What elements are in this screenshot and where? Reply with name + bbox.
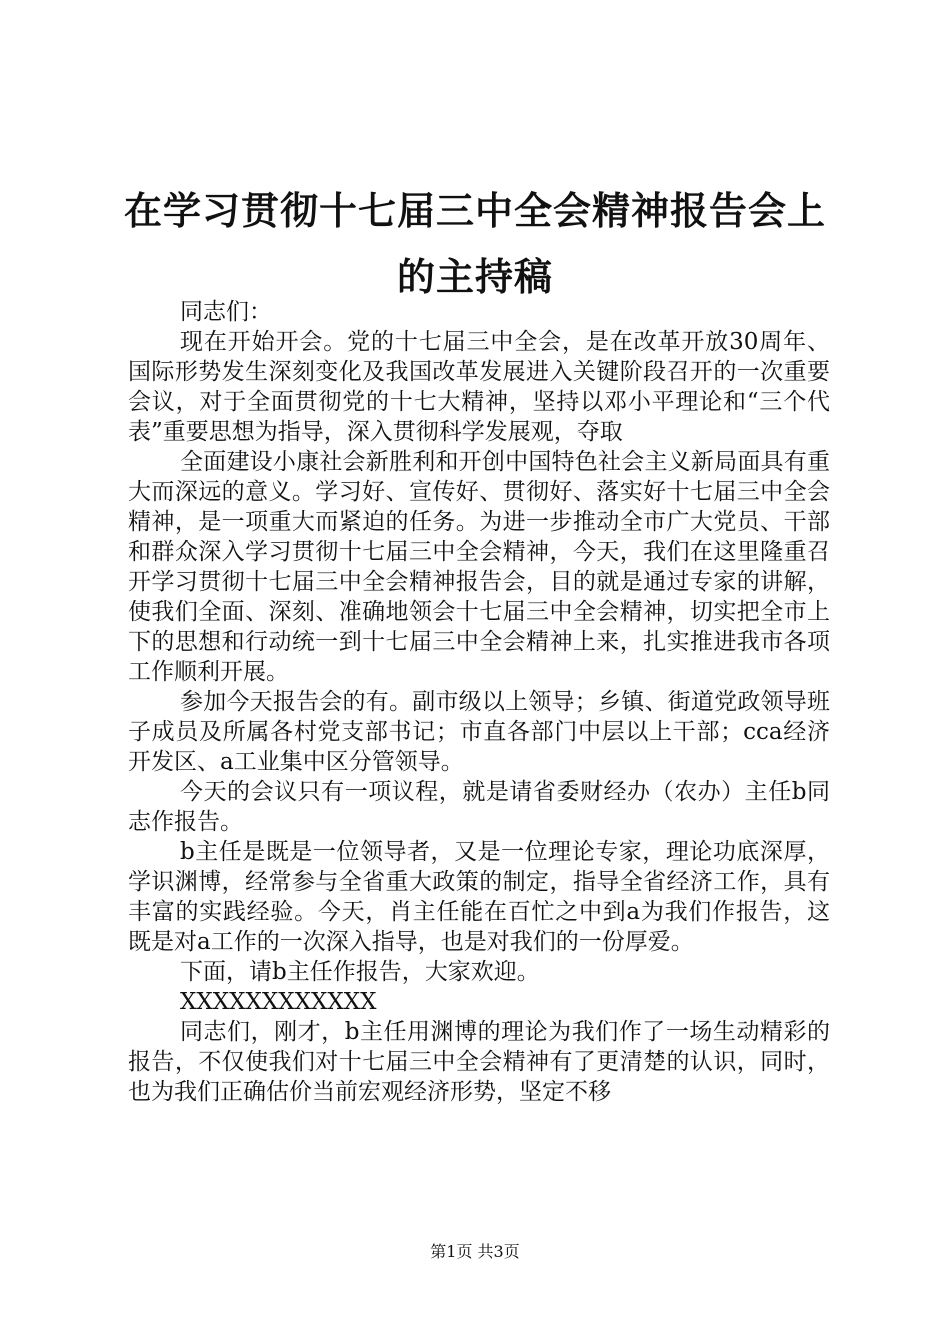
- paragraph-speaker-intro: b主任是既是一位领导者，又是一位理论专家，理论功底深厚，学识渊博，经常参与全省重大政策的制定，指导全省经济工作，具有丰富的实践经验。今天，肖主任能在百忙之中到a为我们作报告，这既是对a工作的一次深入指导，也是对我们的一份厚爱。: [128, 839, 830, 955]
- page-number-footer: 第1页 共3页: [430, 1242, 520, 1261]
- paragraph-agenda: 今天的会议只有一项议程，就是请省委财经办（农办）主任b同志作报告。: [128, 779, 830, 835]
- paragraph-invitation: 下面，请b主任作报告，大家欢迎。: [180, 959, 540, 985]
- paragraph-attendees: 参加今天报告会的有。副市级以上领导；乡镇、街道党政领导班子成员及所属各村党支部书记；市直各部门中层以上干部；cca经济开发区、a工业集中区分管领导。: [128, 689, 830, 775]
- paragraph-significance: 全面建设小康社会新胜利和开创中国特色社会主义新局面具有重大而深远的意义。学习好、宣传好、贯彻好、落实好十七届三中全会精神，是一项重大而紧迫的任务。为进一步推动全市广大党员、干部和群众深入学习贯彻十七届三中全会精神，今天，我们在这里隆重召开学习贯彻十七届三中全会精神报告会，目的就是通过专家的讲解，使我们全面、深刻、准确地领会十七届三中全会精神，切实把全市上下的思想和行动统一到十七届三中全会精神上来，扎实推进我市各项工作顺利开展。: [128, 449, 830, 685]
- document-title: 在学习贯彻十七届三中全会精神报告会上的主持稿: [123, 189, 826, 299]
- document-body: [128, 297, 830, 1107]
- paragraph-closing: 同志们，刚才，b主任用渊博的理论为我们作了一场生动精彩的报告，不仅使我们对十七届三中全会精神有了更清楚的认识，同时，也为我们正确估价当前宏观经济形势，坚定不移: [128, 1019, 830, 1105]
- paragraph-salutation: 同志们：: [180, 299, 272, 325]
- paragraph-placeholder: XXXXXXXXXXXX: [180, 989, 377, 1015]
- paragraph-opening: 现在开始开会。党的十七届三中全会，是在改革开放30周年、国际形势发生深刻变化及我国改革发展进入关键阶段召开的一次重要会议，对于全面贯彻党的十七大精神，坚持以邓小平理论和“三个代表”重要思想为指导，深入贯彻科学发展观，夺取: [128, 329, 830, 445]
